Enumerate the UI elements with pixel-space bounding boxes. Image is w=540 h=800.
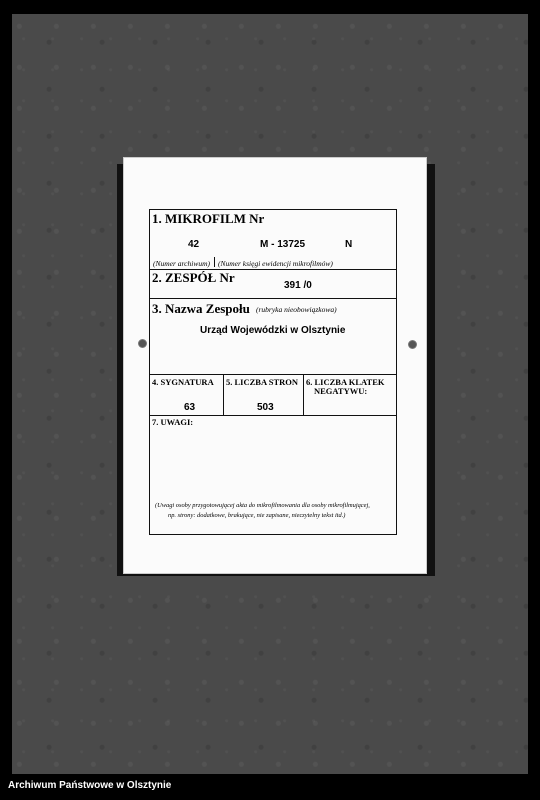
- col-divider-2: [303, 374, 304, 415]
- section4-title: 4. SYGNATURA: [152, 377, 214, 387]
- section1-title: 1. MIKROFILM Nr: [152, 211, 265, 226]
- archive-caption: (Numer archiwum): [153, 259, 211, 268]
- punch-hole-left: [138, 339, 147, 348]
- fonds-number: 391 /0: [284, 280, 312, 291]
- microfilm-form: [149, 209, 397, 535]
- divider-3: [150, 298, 396, 299]
- archive-number: 42: [188, 239, 200, 250]
- divider-7: [150, 415, 396, 416]
- fonds-name: Urząd Wojewódzki w Olsztynie: [200, 325, 346, 336]
- divider-4: [150, 374, 396, 375]
- register-caption: (Numer księgi ewidencji mikrofilmów): [218, 259, 333, 268]
- col-divider-1: [223, 374, 224, 415]
- section5-title: 5. LICZBA STRON: [226, 377, 299, 387]
- pages-value: 503: [257, 402, 274, 413]
- section3-note: (rubryka nieobowiązkowa): [256, 305, 337, 314]
- signature-value: 63: [184, 402, 196, 413]
- register-suffix: N: [345, 239, 353, 250]
- register-number: M - 13725: [260, 239, 306, 250]
- remarks-note-line1: (Uwagi osoby przygotowującej akta do mikrofilmowania dla osoby mikrofilmującej,: [155, 502, 370, 509]
- caption-divider: [214, 257, 215, 267]
- punch-hole-right: [408, 340, 417, 349]
- section6-title-line1: 6. LICZBA KLATEK: [306, 377, 385, 387]
- remarks-note-line2: np. strony: dodatkowe, brakujące, nie zapisane, nieczytelny tekst itd.): [168, 512, 346, 519]
- section6-title-line2: NEGATYWU:: [314, 386, 368, 396]
- section2-title: 2. ZESPÓŁ Nr: [152, 270, 235, 285]
- section7-title: 7. UWAGI:: [152, 417, 194, 427]
- section3-title: 3. Nazwa Zespołu: [152, 301, 250, 316]
- archive-footer: Archiwum Państwowe w Olsztynie: [8, 780, 172, 791]
